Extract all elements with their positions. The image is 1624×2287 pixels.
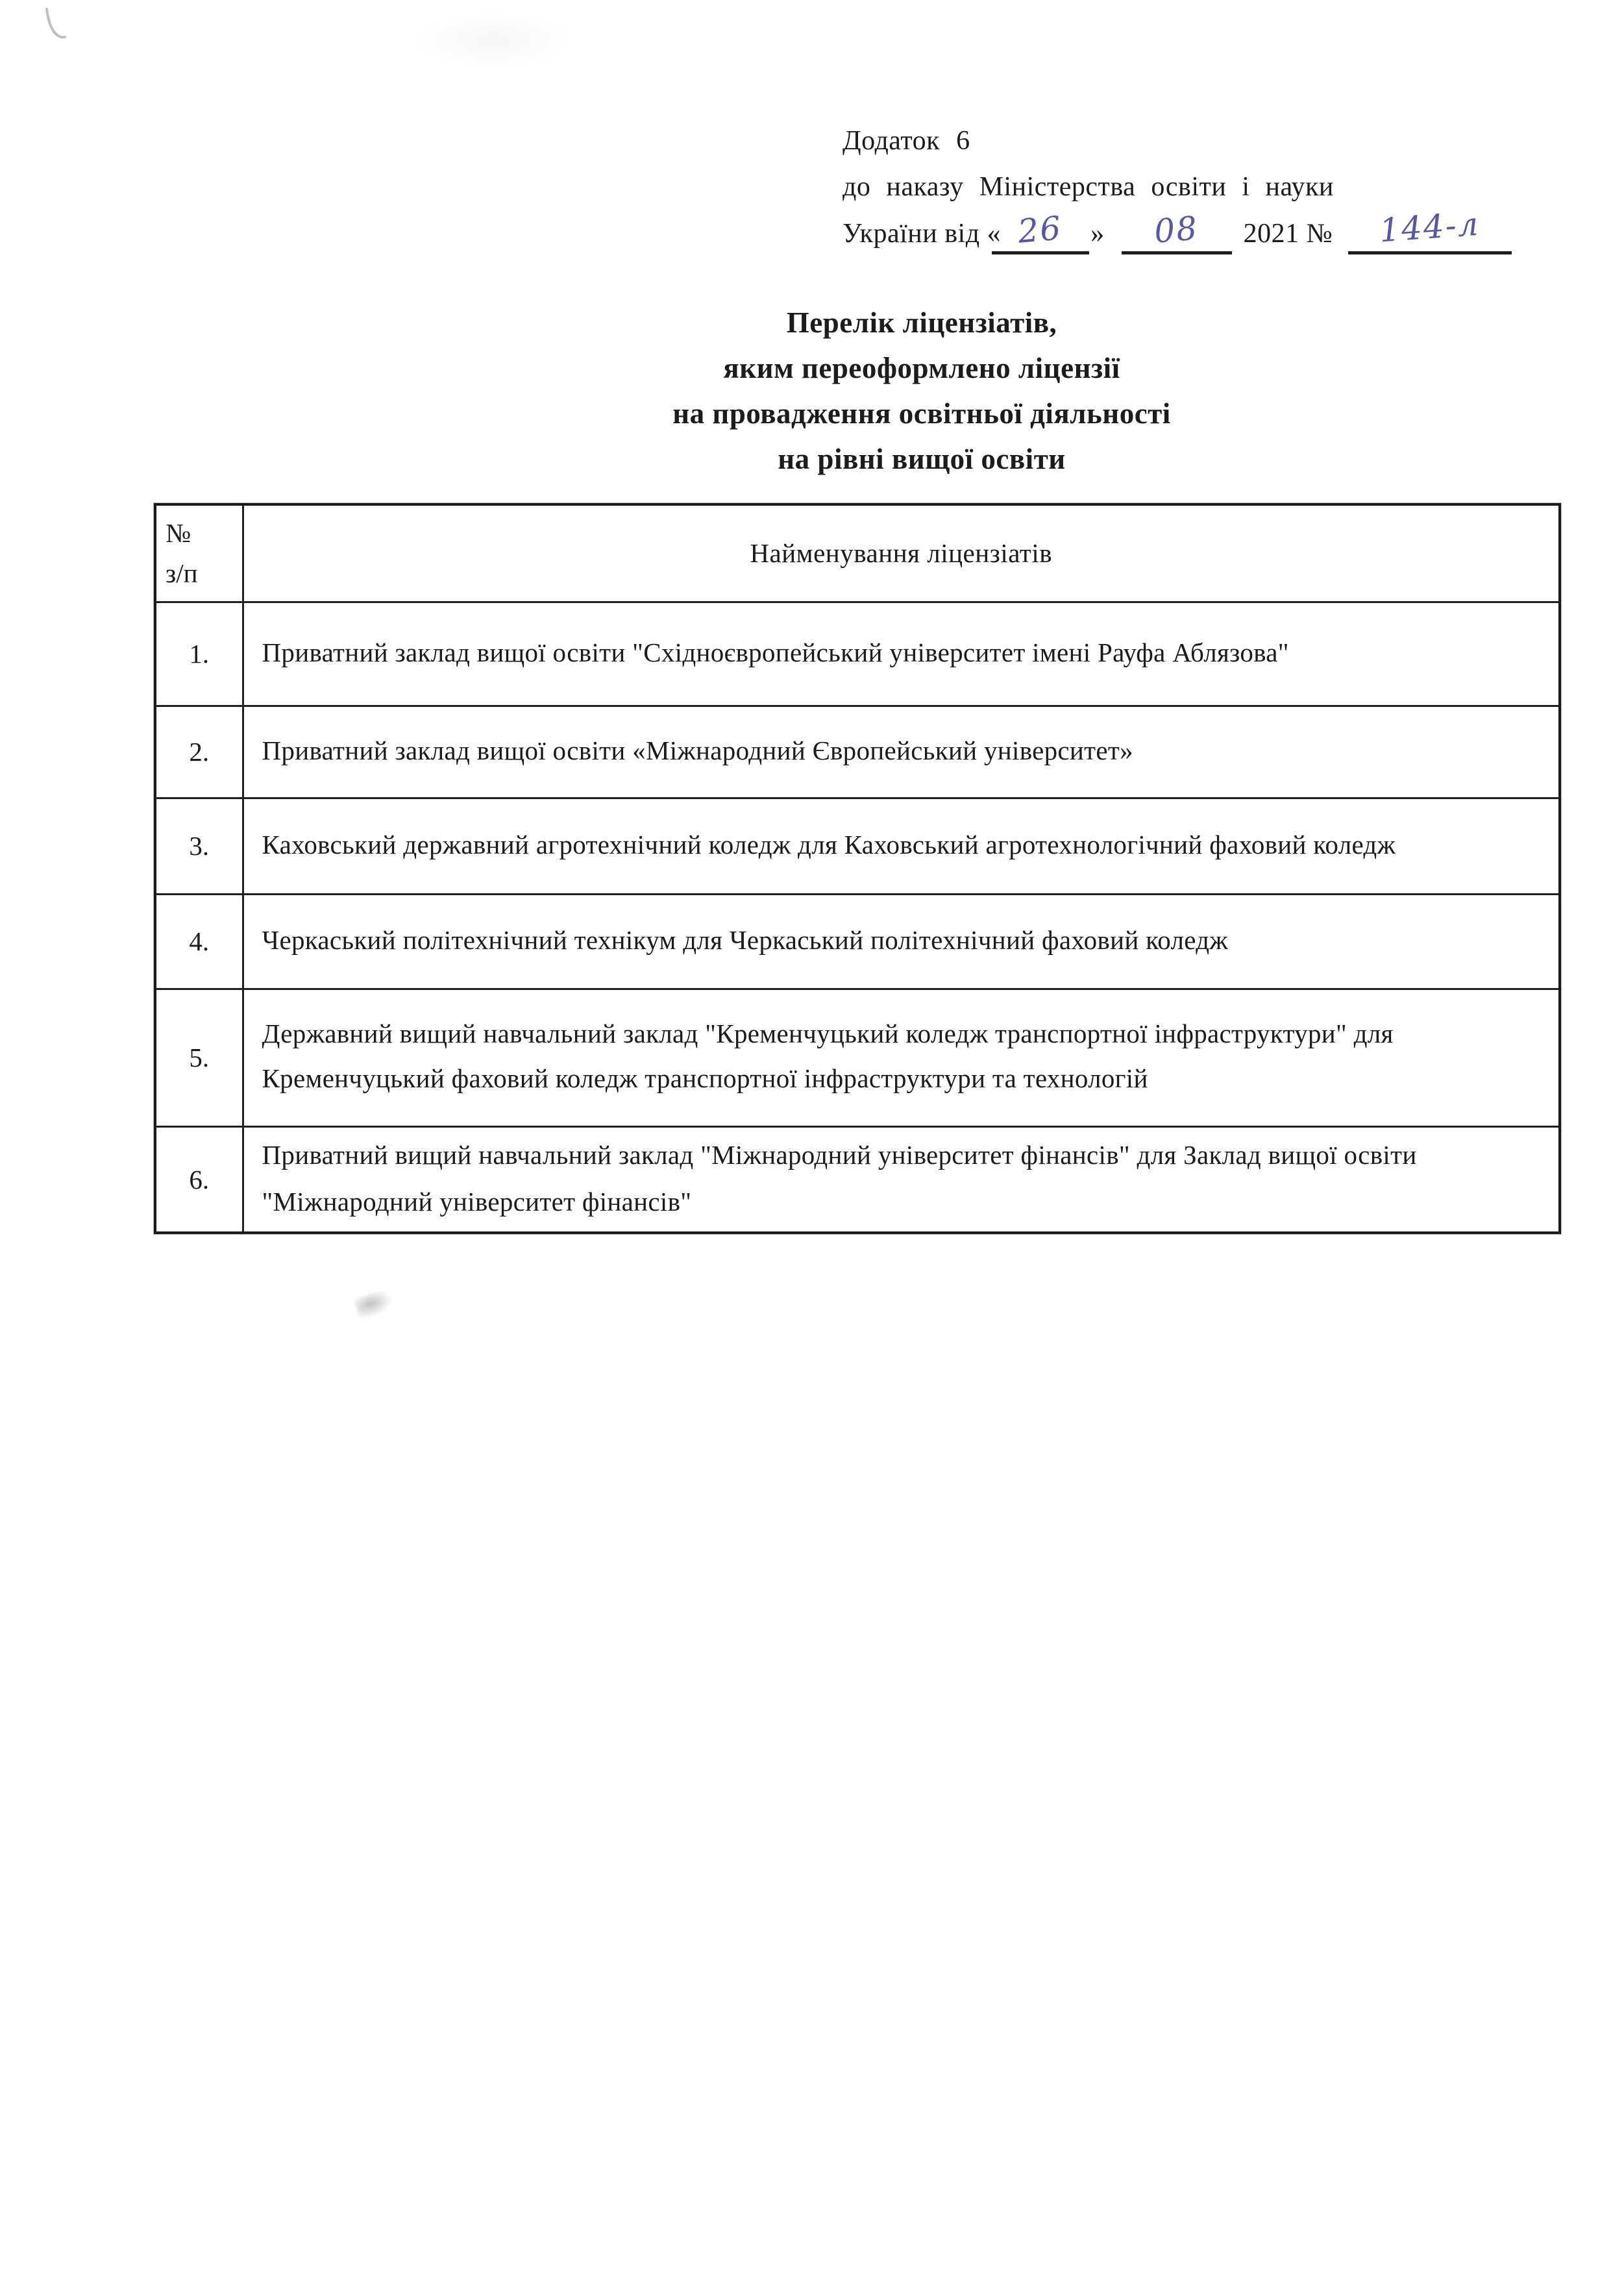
table-row	[155, 798, 1560, 894]
column-header-name: Найменування ліцензіатів	[243, 504, 1560, 602]
table-row	[155, 1126, 1560, 1233]
number-header-line1: №	[166, 518, 191, 549]
row-number: 3.	[155, 798, 243, 894]
title-line-3: на провадження освітньої діяльності	[672, 397, 1171, 430]
title-line-2: яким переоформлено ліцензії	[723, 352, 1120, 384]
table-row	[155, 894, 1560, 989]
number-header-line2: з/п	[166, 558, 198, 589]
handwritten-order-number-field	[1348, 204, 1512, 254]
order-reference-line: до наказу Міністерства освіти і науки	[843, 172, 1334, 202]
handwritten-month: 08	[1152, 209, 1200, 251]
column-header-number	[155, 504, 243, 602]
table-row	[155, 602, 1560, 706]
order-date-line	[843, 204, 1582, 257]
table-row	[155, 989, 1560, 1126]
licensee-name: Черкаський політехнічний технікум для Черкаський політехнічний фаховий коледж	[243, 894, 1560, 989]
table-header-row	[155, 504, 1560, 602]
licensee-name: Приватний вищий навчальний заклад "Міжнародний університет фінансів" для Заклад вищої освіти "Міжнародний університет фінансів"	[243, 1126, 1560, 1233]
document-title	[338, 300, 1506, 482]
handwritten-day-field	[992, 209, 1089, 254]
scan-smudge-artifact	[353, 1288, 395, 1320]
title-line-4: на рівні вищої освіти	[778, 443, 1066, 475]
date-prefix-text: України від «	[843, 219, 1002, 249]
title-line-1: Перелік ліцензіатів,	[786, 306, 1057, 339]
appendix-label: Додаток 6	[843, 126, 970, 156]
handwritten-day: 26	[1016, 209, 1064, 251]
licensee-name: Державний вищий навчальний заклад "Кременчуцький коледж транспортної інфраструктури" для Кременчуцький фаховий коледж транспортної інфраструктури та технологій	[243, 989, 1560, 1126]
row-number: 1.	[155, 602, 243, 706]
appendix-header-block	[843, 118, 1582, 257]
licensee-name: Приватний заклад вищої освіти "Східноєвропейський університет імені Рауфа Аблязова"	[243, 602, 1560, 706]
licensee-name: Приватний заклад вищої освіти «Міжнародний Європейський університет»	[243, 706, 1560, 798]
row-number: 2.	[155, 706, 243, 798]
table-row	[155, 706, 1560, 798]
handwritten-month-field	[1122, 209, 1232, 254]
row-number: 5.	[155, 989, 243, 1126]
row-number: 6.	[155, 1126, 243, 1233]
date-close-quote: »	[1090, 219, 1105, 249]
licensee-name: Каховський державний агротехнічний коледж для Каховський агротехнологічний фаховий коледж	[243, 798, 1560, 894]
pen-scratch-artifact	[38, 5, 77, 51]
licensees-table	[154, 503, 1561, 1234]
handwritten-order-number: 144-л	[1378, 204, 1481, 250]
date-year-number-text: 2021 №	[1243, 219, 1333, 249]
row-number: 4.	[155, 894, 243, 989]
